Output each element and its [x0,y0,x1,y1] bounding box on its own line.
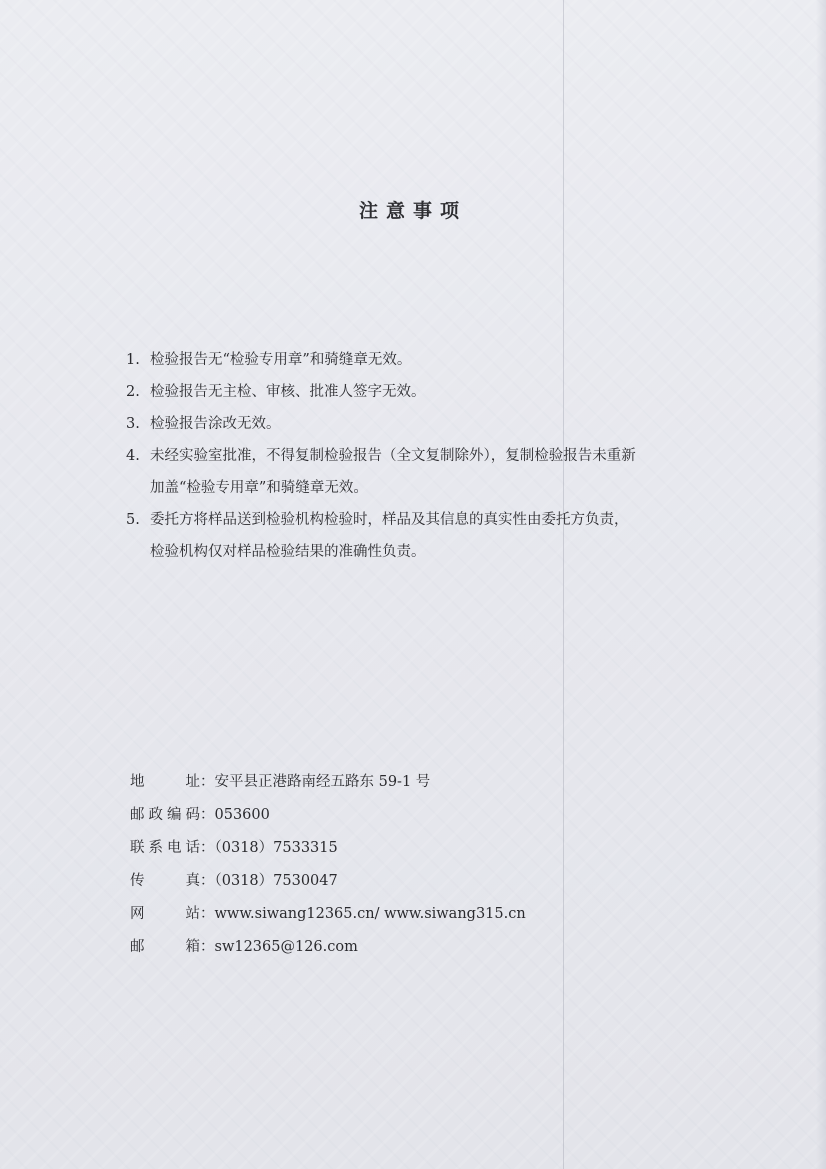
postcode-value: 053600 [214,807,270,823]
page-edge-shadow [816,0,826,1169]
note-number: 2. [126,384,140,400]
colon: ： [200,840,215,856]
notes-list [126,344,726,568]
note-item [126,440,726,504]
contact-block [130,766,526,964]
note-item [126,344,726,376]
phone-label: 联系电话 [130,840,200,856]
note-text: 检验报告无“检验专用章”和骑缝章无效。 [150,352,412,368]
note-item [126,408,726,440]
note-text: 未经实验室批准，不得复制检验报告（全文复制除外），复制检验报告未重新 [150,448,636,464]
address-value: 安平县正港路南经五路东 59-1 号 [214,774,431,790]
note-number: 5. [126,512,140,528]
address-label: 地址 [130,774,200,790]
note-item [126,504,726,568]
email-row [130,931,526,964]
note-text: 检验报告无主检、审核、批准人签字无效。 [150,384,426,400]
address-row [130,766,526,799]
note-text: 检验报告涂改无效。 [150,416,281,432]
fax-label: 传真 [130,873,200,889]
note-text: 委托方将样品送到检验机构检验时，样品及其信息的真实性由委托方负责， [150,512,629,528]
colon: ： [200,774,215,790]
phone-value: （0318）7533315 [214,840,338,856]
note-item [126,376,726,408]
postcode-label: 邮政编码 [130,807,200,823]
page-title: 注意事项 [358,200,467,222]
note-text-continued: 检验机构仅对样品检验结果的准确性负责。 [150,544,426,560]
colon: ： [200,939,215,955]
postcode-row [130,799,526,832]
note-number: 3. [126,416,140,432]
website-value: www.siwang12365.cn/ www.siwang315.cn [214,906,526,922]
colon: ： [200,906,215,922]
note-number: 4. [126,448,140,464]
colon: ： [200,807,215,823]
email-label: 邮箱 [130,939,200,955]
note-number: 1. [126,352,140,368]
website-label: 网站 [130,906,200,922]
fax-row [130,865,526,898]
colon: ： [200,873,215,889]
fax-value: （0318）7530047 [214,873,338,889]
email-value: sw12365@126.com [214,939,358,955]
fold-line [563,0,564,1169]
note-text-continued: 加盖“检验专用章”和骑缝章无效。 [150,480,368,496]
phone-row [130,832,526,865]
website-row [130,898,526,931]
